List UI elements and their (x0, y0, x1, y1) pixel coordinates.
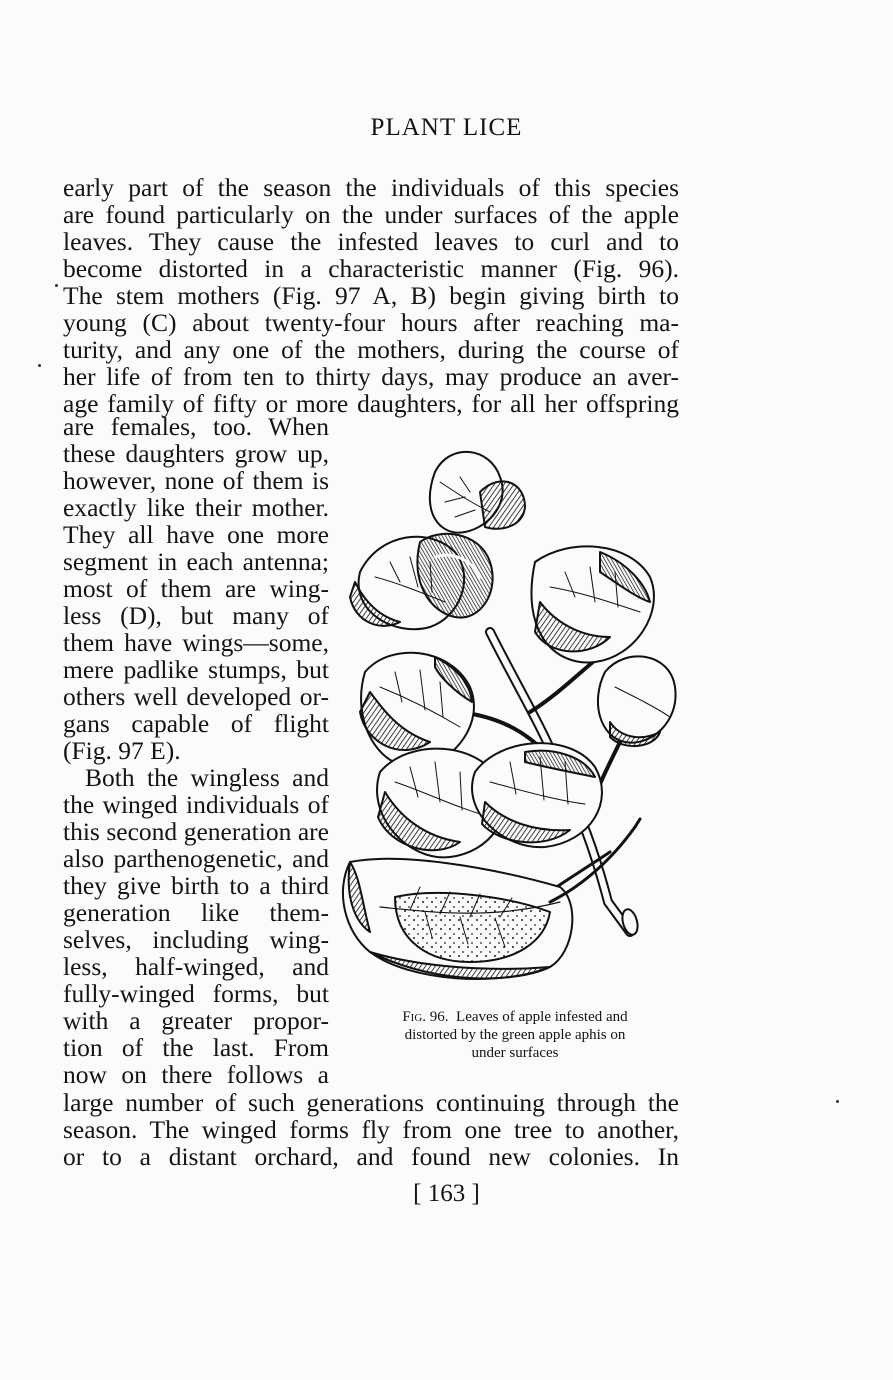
running-head: PLANT LICE (370, 114, 523, 141)
body-line: age family of fifty or more daughters, for all her offspring (63, 389, 679, 418)
print-speck (836, 1100, 839, 1103)
caption-text-3: under surfaces (471, 1045, 559, 1061)
caption-text-2: distorted by the green apple aphis on (404, 1027, 626, 1043)
body-line: less (D), but many of (63, 601, 329, 630)
body-line: her life of from ten to thirty days, may produce an aver- (63, 362, 679, 391)
apple-leaves-illustration (340, 432, 685, 1002)
body-line: however, none of them is (63, 466, 329, 495)
body-line: they give birth to a third (63, 871, 329, 900)
body-line: season. The winged forms fly from one tree to another, (63, 1115, 679, 1144)
body-line: others well developed or- (63, 682, 329, 711)
body-line: fully-winged forms, but (63, 979, 329, 1008)
body-line: segment in each antenna; (63, 547, 329, 576)
body-line: early part of the season the individuals of this species (63, 173, 679, 202)
figure-caption (360, 1008, 670, 1062)
body-line: mere padlike stumps, but (63, 655, 329, 684)
body-line: turity, and any one of the mothers, during the course of (63, 335, 679, 364)
body-line: this second generation are (63, 817, 329, 846)
body-line: with a greater propor- (63, 1006, 329, 1035)
print-speck (55, 284, 58, 287)
body-line: They all have one more (63, 520, 329, 549)
body-line: are females, too. When (63, 412, 329, 441)
body-line: exactly like their mother. (63, 493, 329, 522)
body-line: less, half-winged, and (63, 952, 329, 981)
page-number: [ 163 ] (413, 1180, 480, 1207)
body-line: Both the wingless and (85, 763, 329, 792)
body-line: most of them are wing- (63, 574, 329, 603)
body-line: selves, including wing- (63, 925, 329, 954)
body-line: gans capable of flight (63, 709, 329, 738)
body-line: (Fig. 97 E). (63, 736, 181, 765)
body-line: or to a distant orchard, and found new colonies. In (63, 1142, 679, 1171)
body-line: them have wings—some, (63, 628, 329, 657)
body-line: The stem mothers (Fig. 97 A, B) begin giving birth to (63, 281, 679, 310)
body-line: leaves. They cause the infested leaves to curl and to (63, 227, 679, 256)
body-line: the winged individuals of (63, 790, 329, 819)
body-line: also parthenogenetic, and (63, 844, 329, 873)
body-line: generation like them- (63, 898, 329, 927)
body-line: become distorted in a characteristic manner (Fig. 96). (63, 254, 679, 283)
body-line: are found particularly on the under surfaces of the apple (63, 200, 679, 229)
body-line: these daughters grow up, (63, 439, 329, 468)
figure-label: Fig. 96. (402, 1009, 449, 1025)
caption-text-1: Leaves of apple infested and (456, 1009, 628, 1025)
body-line: tion of the last. From (63, 1033, 329, 1062)
body-line: now on there follows a (63, 1060, 329, 1089)
body-line: young (C) about twenty-four hours after reaching ma- (63, 308, 679, 337)
body-line: large number of such generations continuing through the (63, 1088, 679, 1117)
print-speck (38, 364, 41, 367)
